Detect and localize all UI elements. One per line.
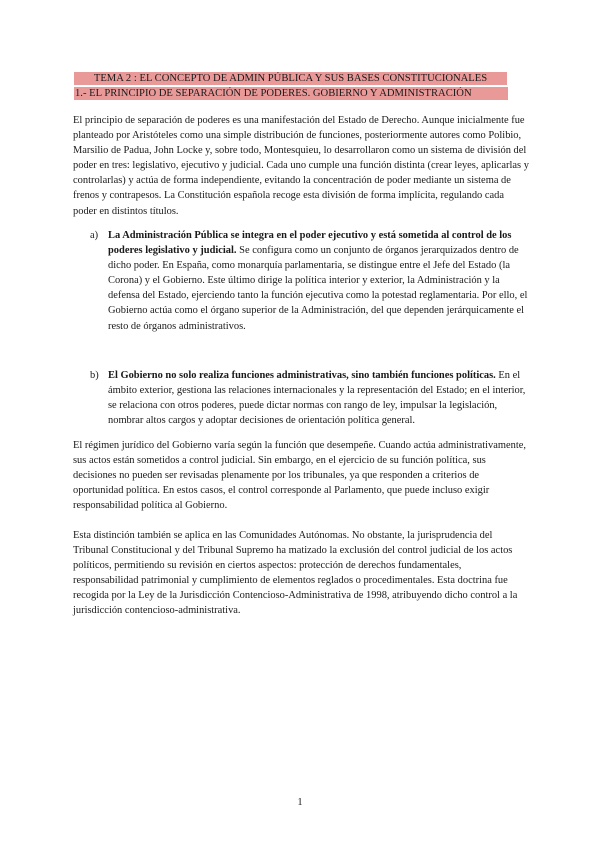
intro-paragraph: El principio de separación de poderes es una manifestación del Estado de Derecho. Aunque inicialmente fue planteado por Aristóteles como una simple distribución de funciones, posteriormente autores como Polibio, Marsilio de Padua, John Locke y, sobre todo, Montesquieu, lo desarrollaron como un sistema de división del poder en tres: legislativo, ejecutivo y judicial. Cada uno cumple una función distinta (crear leyes, aplicarlas y controlarlas) y actúa de forma independiente, evitando la concentración de poder mediante un sistema de frenos y contrapesos. La Constitución española recoge esta división de forma implícita, regulando cada poder en distintos títulos. <box>73 115 529 217</box>
list-marker: a) <box>90 230 99 241</box>
list-item-text: Se configura como un conjunto de órganos jerarquizados dentro de dicho poder. En España, como monarquía parlamentaria, se distingue entre el Jefe del Estado (la Corona) y el Gobierno. Este último dirige la política interior y exterior, la Administración y la defensa del Estado, ejerciendo tanto la función ejecutiva como la potestad reglamentaria. Por ello, el Gobierno actúa como el órgano superior de la Administración, del que dependen jerárquicamente el resto de órganos administrativos. <box>108 245 528 332</box>
page-number: 1 <box>297 797 303 808</box>
paragraph-legal-regime: El régimen jurídico del Gobierno varía según la función que desempeñe. Cuando actúa administrativamente, sus actos están sometidos a control judicial. Sin embargo, en el ejercicio de su función política, sus decisiones no pueden ser revisadas plenamente por los tribunales, ya que responden a criterios de oportunidad política. En estos casos, el control corresponde al Parlamento, que puede incluso exigir responsabilidad política al Gobierno. <box>73 440 527 512</box>
list-item-body <box>108 228 530 334</box>
list-marker: b) <box>90 370 99 381</box>
list-item-bold-lead: La Administración Pública se integra en el poder ejecutivo y está sometida al control de los poderes legislativo y judicial. <box>108 230 512 257</box>
topic-heading: TEMA 2 : EL CONCEPTO DE ADMIN PÚBLICA Y SUS BASES CONSTITUCIONALES <box>74 72 507 85</box>
paragraph-autonomous-communities: Esta distinción también se aplica en las Comunidades Autónomas. No obstante, la jurisprudencia del Tribunal Constitucional y del Tribunal Supremo ha matizado la exclusión del control judicial de los actos políticos, permitiendo su revisión en ciertos aspectos: protección de derechos fundamentales, responsabilidad patrimonial y cumplimiento de elementos reglados o procedimentales. Esta doctrina fue recogida por la Ley de la Jurisdicción Contencioso-Administrativa de 1998, atribuyendo dicho control a la jurisdicción contencioso-administrativa. <box>73 530 518 617</box>
list-item-text: En el ámbito exterior, gestiona las relaciones internacionales y la representación del Estado; en el interior, se relaciona con otros poderes, puede dictar normas con rango de ley, impulsar la legislación, nombrar altos cargos y adoptar decisiones de orientación política general. <box>108 370 526 427</box>
section-heading: 1.- EL PRINCIPIO DE SEPARACIÓN DE PODERES. GOBIERNO Y ADMINISTRACIÓN <box>74 87 508 100</box>
list-item-bold-lead: El Gobierno no solo realiza funciones administrativas, sino también funciones políticas. <box>108 370 496 381</box>
list-item-body <box>108 368 530 428</box>
